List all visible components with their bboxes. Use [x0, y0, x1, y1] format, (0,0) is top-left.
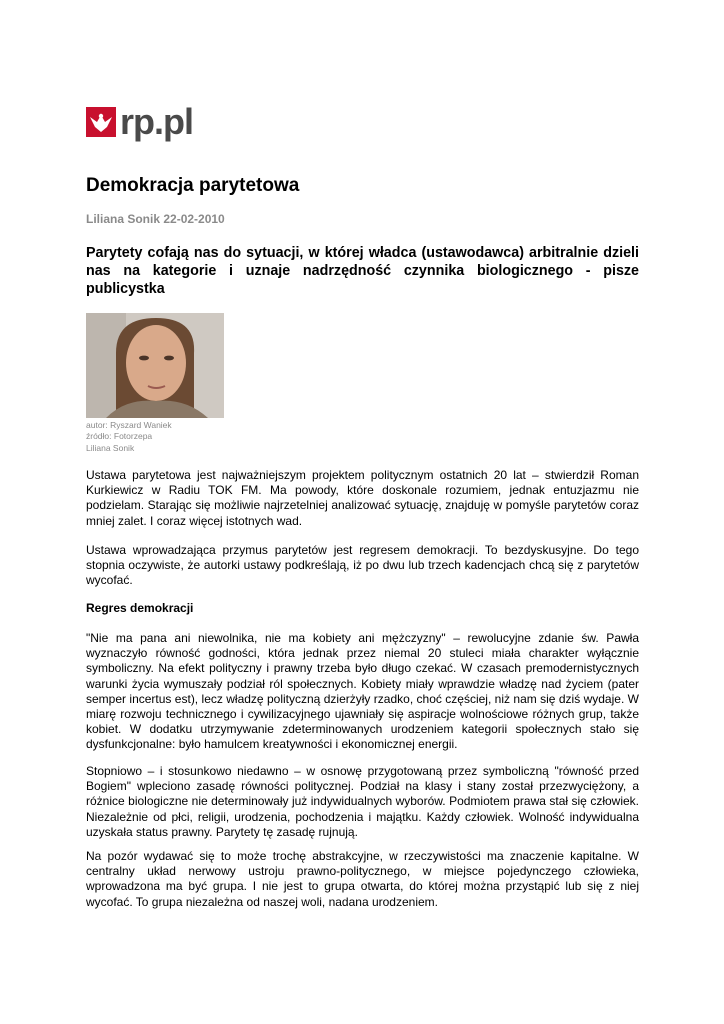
- article-byline: Liliana Sonik 22-02-2010: [86, 212, 225, 226]
- paragraph-4: Stopniowo – i stosunkowo niedawno – w osnowę przygotowaną przez symboliczną "równość przed Bogiem" wpleciono zasadę równości politycznej. Podział na klasy i stany został przezwyciężony, a różnice biologiczne nie determinowały już indywidualnych wyborów. Podmiotem prawa stał się człowiek. Niezależnie od płci, religii, urodzenia, pochodzenia i majątku. Każdy człowiek. Wolność indywidualna uzyskała status prawny. Parytety tę zasadę rujnują.: [86, 764, 639, 839]
- paragraph-3: "Nie ma pana ani niewolnika, nie ma kobiety ani mężczyzny" – rewolucyjne zdanie św. Pawła wyznaczyło równość godności, która jednak przez niemal 20 stuleci miała charakter wyłącznie symboliczny. Na efekt polityczny i prawny trzeba było długo czekać. W czasach premodernistycznych warunki życia wymuszały podział ról społecznych. Kobiety miały wprawdzie władzę nad życiem (pater semper incertus est), lecz władzę polityczną dzierżyły rzadko, choć częściej, niż nam się dziś wydaje. W miarę rozwoju technicznego i cywilizacyjnego ujawniały się aspiracje wolnościowe różnych grup, także kobiet. W dodatku utrzymywanie zdeterminowanych urodzeniem kategorii społecznych stało się dysfunkcjonalne: było hamulcem kreatywności i ekonomicznej energii.: [86, 631, 639, 752]
- author-photo: [86, 313, 224, 418]
- paragraph-1: Ustawa parytetowa jest najważniejszym projektem politycznym ostatnich 20 lat – stwierdził Roman Kurkiewicz w Radiu TOK FM. Ma powody, które doskonale rozumiem, jednak entuzjazmu nie podzielam. Starając się możliwie najrzetelniej analizować sytuację, znajduję w pomyśle parytetów coraz mniej zalet. I coraz więcej istotnych wad.: [86, 468, 639, 528]
- photo-caption: [86, 420, 172, 454]
- caption-author: autor: Ryszard Waniek: [86, 420, 172, 430]
- caption-subject: Liliana Sonik: [86, 442, 135, 453]
- portrait-illustration: [86, 313, 224, 418]
- site-logo[interactable]: [86, 101, 193, 142]
- caption-source: źródło: Fotorzepa: [86, 431, 153, 442]
- article-title: Demokracja parytetowa: [86, 175, 300, 196]
- logo-text: rp.pl: [120, 101, 193, 142]
- paragraph-2: Ustawa wprowadzająca przymus parytetów jest regresem demokracji. To bezdyskusyjne. Do tego stopnia oczywiste, że autorki ustawy podkreślają, iż po dwu lub trzech kadencjach chcą się z parytetów wycofać.: [86, 543, 639, 588]
- article-lead: Parytety cofają nas do sytuacji, w której władca (ustawodawca) arbitralnie dzieli nas na kategorie i uznaje nadrzędność czynnika biologicznego - pisze publicystka: [86, 245, 639, 297]
- eagle-logo-icon: [86, 107, 116, 137]
- subheading-regres: Regres demokracji: [86, 601, 194, 615]
- paragraph-5: Na pozór wydawać się to może trochę abstrakcyjne, w rzeczywistości ma znaczenie kapitalne. W centralny układ nerwowy ustroju prawno-politycznego, w miejsce pojedynczego człowieka, wprowadzona ma być grupa. I nie jest to grupa otwarta, do której można przystąpić lub się z niej wycofać. To grupa niezależna od naszej woli, nadana urodzeniem.: [86, 849, 639, 909]
